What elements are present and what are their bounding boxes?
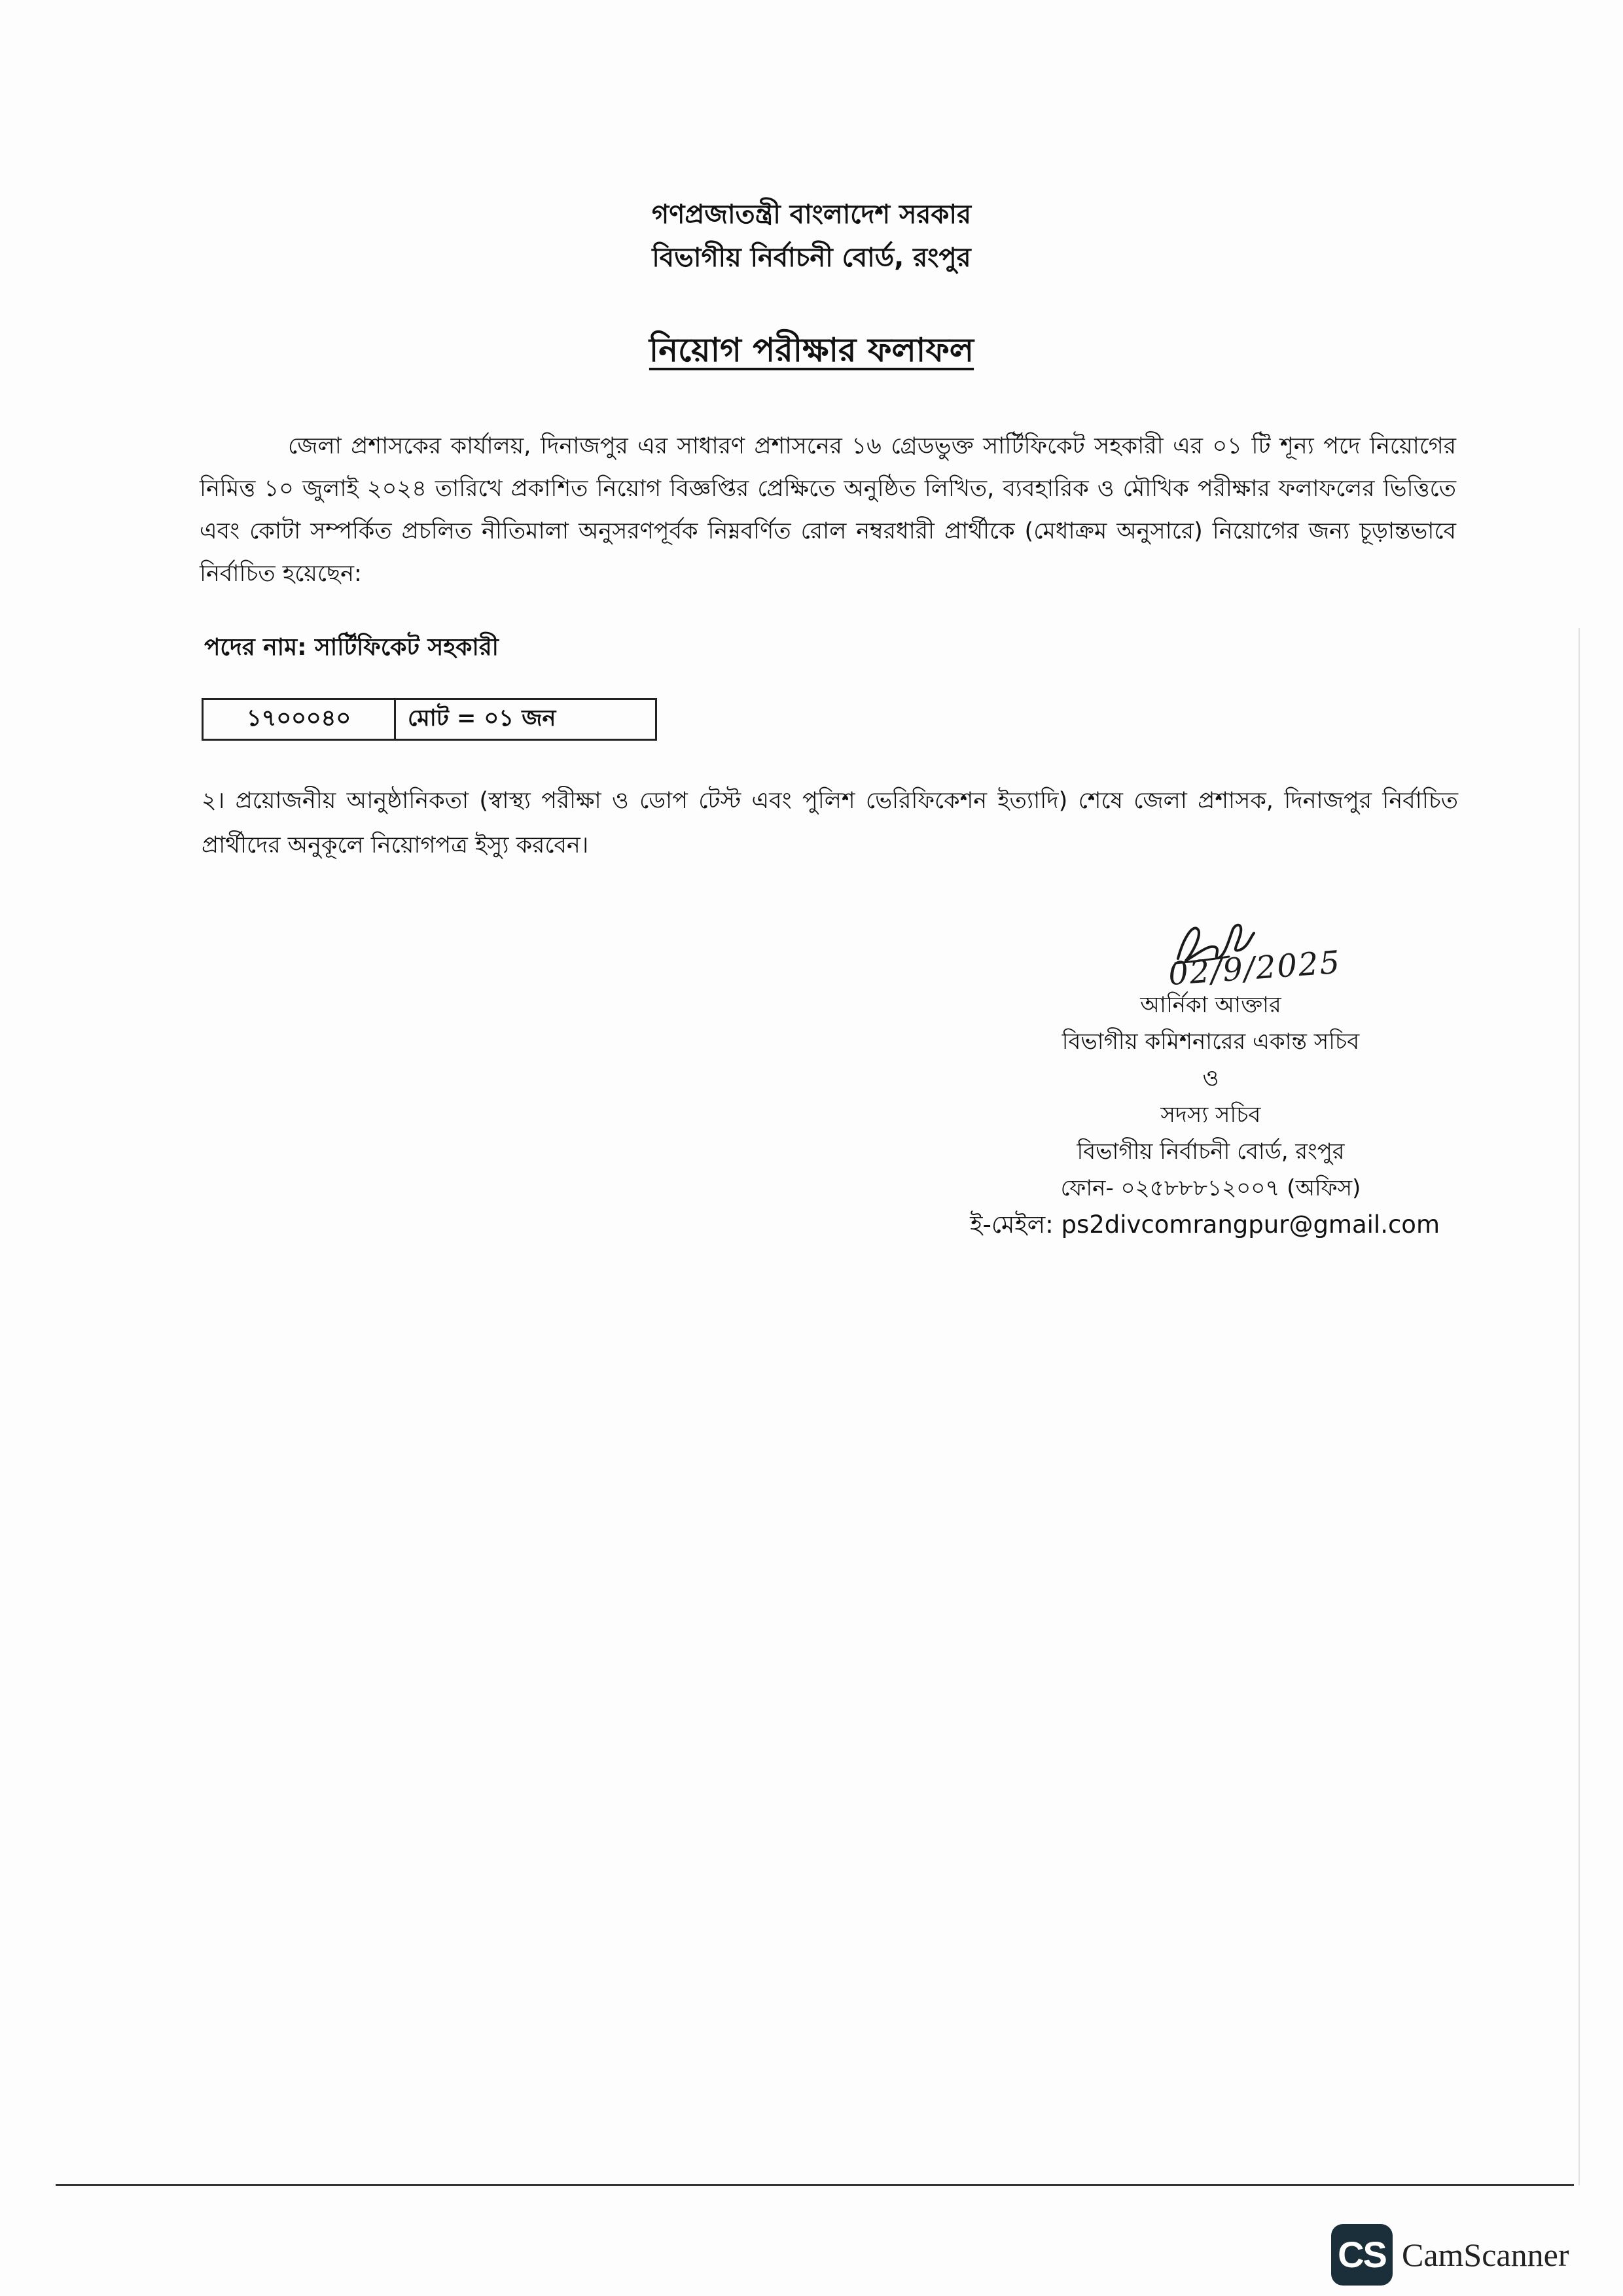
document-title bbox=[0, 327, 1623, 373]
table-row bbox=[203, 699, 656, 740]
result-table bbox=[202, 698, 657, 741]
signature-date: 02/9/2025 bbox=[1167, 944, 1342, 993]
signatory-conjunction: ও bbox=[1202, 1065, 1219, 1091]
scan-edge-line bbox=[1578, 628, 1580, 2185]
document-header bbox=[0, 193, 1623, 279]
scan-bottom-line bbox=[56, 2184, 1574, 2186]
signature-area bbox=[916, 910, 1505, 1250]
email-address: ps2divcomrangpur@gmail.com bbox=[1061, 1210, 1440, 1239]
signatory-designation: বিভাগীয় কমিশনারের একান্ত সচিব bbox=[1061, 1029, 1360, 1055]
signatory-role: সদস্য সচিব bbox=[1160, 1102, 1261, 1128]
signatory-name: আর্নিকা আক্তার bbox=[1140, 992, 1281, 1018]
roll-number-cell: ১৭০০০৪০ bbox=[203, 699, 395, 740]
signatory-office: বিভাগীয় নির্বাচনী বোর্ড, রংপুর bbox=[1077, 1139, 1345, 1165]
government-name: গণপ্রজাতন্ত্রী বাংলাদেশ সরকার bbox=[652, 200, 971, 230]
email-line bbox=[916, 1207, 1505, 1243]
camscanner-logo-icon bbox=[1331, 2224, 1393, 2286]
logo-text: CS bbox=[1338, 2234, 1386, 2275]
result-paragraph: জেলা প্রশাসকের কার্যালয়, দিনাজপুর এর সাধারণ প্রশাসনের ১৬ গ্রেডভুক্ত সার্টিফিকেট সহকারী এর ০১ টি শূন্য পদে নিয়োগের নিমিত্ত ১০ জুলাই ২০২৪ তারিখে প্রকাশিত নিয়োগ বিজ্ঞপ্তির প্রেক্ষিতে অনুষ্ঠিত লিখিত, ব্যবহারিক ও মৌখিক পরীক্ষার ফলাফলের ভিত্তিতে এবং কোটা সম্পর্কিত প্রচলিত নীতিমালা অনুসরণপূর্বক নিম্নবর্ণিত রোল নম্বরধারী প্রার্থীকে (মেধাক্রম অনুসারে) নিয়োগের জন্য চূড়ান্তভাবে নির্বাচিত হয়েছেন: bbox=[200, 433, 1456, 587]
total-count-cell: মোট = ০১ জন bbox=[395, 699, 656, 740]
signatory-block bbox=[916, 987, 1505, 1243]
watermark-name: CamScanner bbox=[1402, 2236, 1569, 2273]
email-label: ই-মেইল: bbox=[970, 1210, 1054, 1239]
title-text: নিয়োগ পরীক্ষার ফলাফল bbox=[649, 331, 974, 369]
camscanner-watermark bbox=[1331, 2223, 1569, 2286]
board-name: বিভাগীয় নির্বাচনী বোর্ড, রংপুর bbox=[652, 243, 971, 273]
office-phone: ফোন- ০২৫৮৮৮১২০০৭ (অফিস) bbox=[1060, 1175, 1361, 1201]
appointment-paragraph: ২। প্রয়োজনীয় আনুষ্ঠানিকতা (স্বাস্থ্য পরীক্ষা ও ডোপ টেস্ট এবং পুলিশ ভেরিফিকেশন ইত্যাদি) শেষে জেলা প্রশাসক, দিনাজপুর নির্বাচিত প্রার্থীদের অনুকূলে নিয়োগপত্র ইস্যু করবেন। bbox=[202, 788, 1458, 858]
post-name: পদের নাম: সার্টিফিকেট সহকারী bbox=[204, 634, 499, 661]
